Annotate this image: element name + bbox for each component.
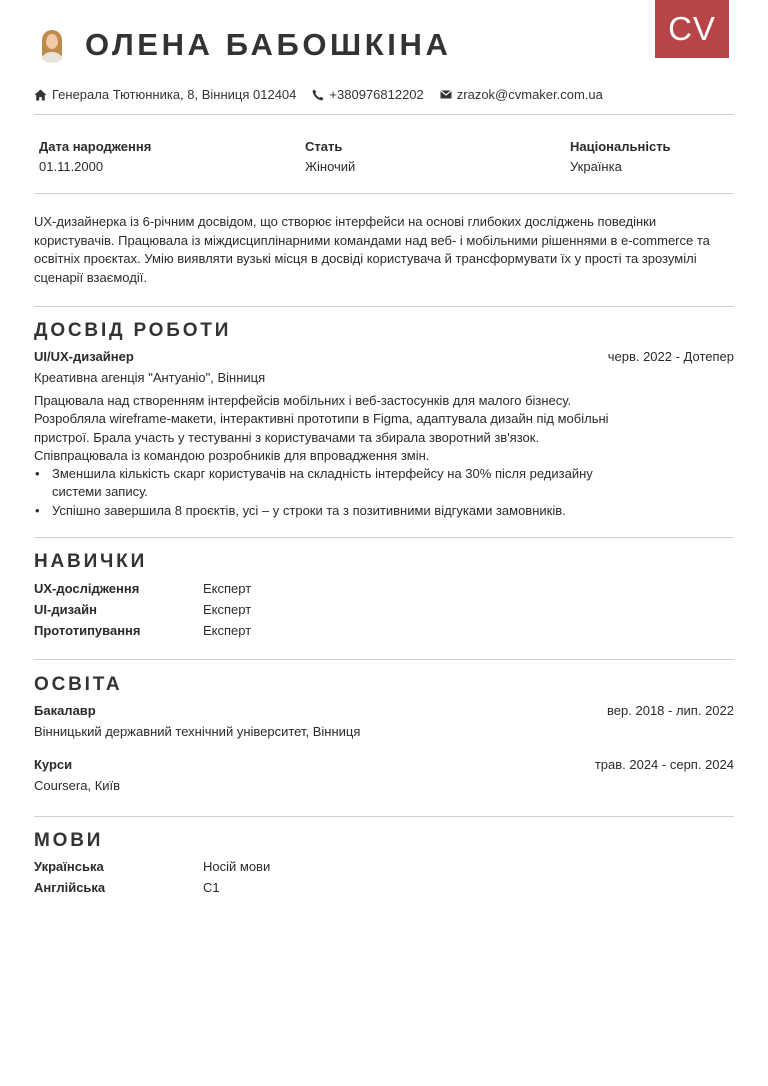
job-achievements [34,465,614,520]
language-name: Англійська [34,880,106,895]
education-heading: ОСВІТА [34,674,123,695]
list-item: • Зменшила кількість скарг користувачів на складність інтерфейсу на 30% після редизайну системи запису. [34,465,614,502]
contact-line [34,87,619,102]
address-text: Генерала Тютюнника, 8, Вінниця 012404 [52,87,297,102]
nationality-block [570,139,671,174]
job-description: Працювала над створенням інтерфейсів мобільних і веб-застосунків для малого бізнесу. Розробляла wireframe-макети, інтерактивні прототипи в Figma, адаптувала дизайн під мобільні пристрої. Брала участь у тестуванні з користувачами та збирала зворотний зв'язок. Співпрацювала із командою розробників для впровадження змін. [34,393,609,463]
skill-name: UX-дослідження [34,581,140,596]
gender-label: Стать [305,139,343,154]
gender-block [305,139,355,174]
envelope-icon [440,90,452,99]
job-company: Креативна агенція "Антуаніо", Вінниця [34,370,266,385]
course-title: Курси [34,757,73,772]
skill-level: Експерт [203,623,252,638]
divider [34,114,734,115]
nationality-value: Українка [570,159,622,174]
birth-date-block [39,139,151,174]
course-dates: трав. 2024 - серп. 2024 [594,757,734,772]
divider [34,537,734,538]
avatar [36,27,68,63]
divider [34,659,734,660]
degree-institution: Вінницький державний технічний університет, Вінниця [34,724,361,739]
skill-name: UI-дизайн [34,602,97,617]
degree-dates: вер. 2018 - лип. 2022 [607,703,734,718]
cv-badge: CV [655,0,729,58]
home-icon [34,89,47,101]
email-text[interactable]: zrazok@cvmaker.com.ua [456,87,603,102]
profile-summary: UX-дизайнерка із 6-річним досвідом, що створює інтерфейси на основі глибоких досліджень поведінки користувачів. Працювала із міждисциплінарними командами над веб- і мобільними рішеннями в e-commerce та освітніх проєктах. Умію виявляти вузькі місця в досвіді користувача й трансформувати їх у прості та зрозумілі сценарії взаємодії. [34,214,710,285]
birth-date-value: 01.11.2000 [39,159,104,174]
degree-title: Бакалавр [34,703,96,718]
skill-level: Експерт [203,602,252,617]
list-item: • Успішно завершила 8 проєктів, усі – у строки та з позитивними відгуками замовників. [34,502,614,520]
experience-heading: ДОСВІД РОБОТИ [34,320,232,341]
language-name: Українська [34,859,104,874]
skill-level: Експерт [203,581,252,596]
contact-phone[interactable] [312,87,423,102]
birth-date-label: Дата народження [39,139,152,154]
candidate-name: ОЛЕНА БАБОШКІНА [85,27,452,62]
phone-icon [312,89,324,101]
skill-name: Прототипування [34,623,141,638]
divider [34,193,734,194]
gender-value: Жіночий [305,159,356,174]
divider [34,816,734,817]
language-level: C1 [203,880,220,895]
resume-header [34,24,452,66]
skills-heading: НАВИЧКИ [34,551,148,572]
job-dates: черв. 2022 - Дотепер [607,349,734,364]
contact-email[interactable] [440,87,603,102]
languages-heading: МОВИ [34,830,104,851]
nationality-label: Національність [570,139,671,154]
job-title: UI/UX-дизайнер [34,349,134,364]
language-level: Носій мови [203,859,271,874]
contact-address [34,87,296,102]
phone-text[interactable]: +380976812202 [329,87,424,102]
course-institution: Coursera, Київ [34,778,121,793]
divider [34,306,734,307]
